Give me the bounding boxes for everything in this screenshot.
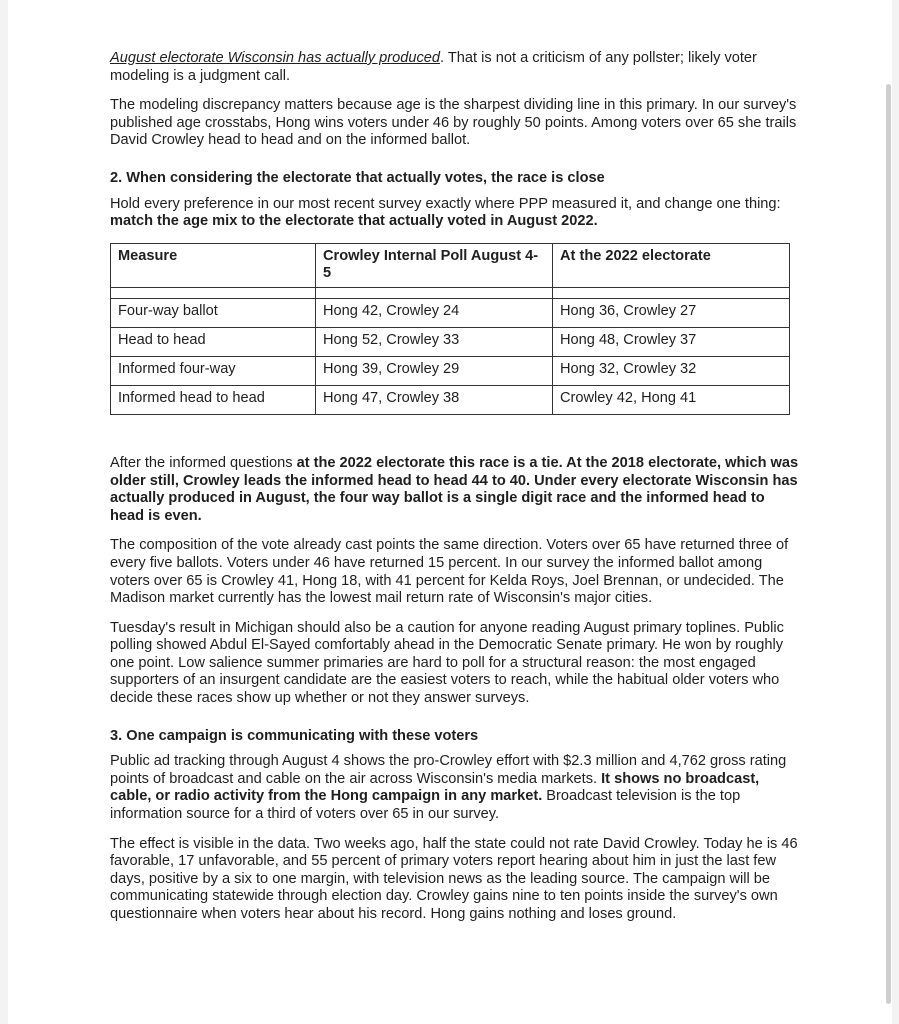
after-table-text: After the informed questions xyxy=(110,454,297,471)
section-2-text: Hold every preference in our most recent survey exactly where PPP measured it, and change one thing: xyxy=(110,195,781,212)
effect-paragraph: The effect is visible in the data. Two weeks ago, half the state could not rate David Crowley. Today he is 46 favorable, 17 unfavorable, and 55 percent of primary voters report hearing about him in just the last few days, positive by a six to one margin, with television news as the leading source. The campaign will be communicating statewide through election day. Crowley gains nine to ten points inside the survey's own questionnaire when voters hear about his record. Hong gains nothing and loses ground. xyxy=(110,835,798,922)
section-2-paragraph xyxy=(110,196,800,231)
section-3-bold-text: It shows no broadcast, cable, or radio activity from the Hong campaign in any market. xyxy=(110,770,760,805)
table-cell: Hong 32, Crowley 32 xyxy=(553,356,790,385)
table-header-measure: Measure xyxy=(111,243,316,287)
table-cell: Hong 52, Crowley 33 xyxy=(316,327,553,356)
results-table xyxy=(110,243,790,415)
table-cell: Hong 48, Crowley 37 xyxy=(553,327,790,356)
section-3-heading: 3. One campaign is communicating with these voters xyxy=(110,727,479,744)
michigan-paragraph: Tuesday's result in Michigan should also be a caution for anyone reading August primary toplines. Public polling showed Abdul El-Sayed comfortably ahead in the Democratic Senate primary. He won by roughly one point. Low salience summer primaries are hard to poll for a structural reason: the most engaged supporters of an insurgent candidate are the easiest voters to reach, while the habitual older voters who decide these races show up whether or not they answer surveys. xyxy=(110,619,784,707)
section-3-text-end: Broadcast television is the top information source for a third of voters over 65 in our survey. xyxy=(110,788,741,823)
table-cell: Head to head xyxy=(111,327,316,356)
table-cell: Crowley 42, Hong 41 xyxy=(553,385,790,414)
intro-paragraph xyxy=(110,50,800,85)
intro-text: . That is not a criticism of any pollster; likely voter modeling is a judgment call. xyxy=(110,50,757,84)
table-cell: Hong 47, Crowley 38 xyxy=(316,385,553,414)
document-content xyxy=(110,50,800,936)
table-row xyxy=(111,327,790,356)
table-header-row xyxy=(111,243,790,287)
table-cell: Hong 42, Crowley 24 xyxy=(316,298,553,327)
vertical-scrollbar[interactable] xyxy=(886,84,891,1004)
table-row xyxy=(111,385,790,414)
table-row xyxy=(111,356,790,385)
document-page xyxy=(8,0,892,1024)
table-spacer-row xyxy=(111,287,790,298)
table-cell: Four-way ballot xyxy=(111,298,316,327)
table-row xyxy=(111,298,790,327)
table-cell: Informed four-way xyxy=(111,356,316,385)
section-2-heading: 2. When considering the electorate that actually votes, the race is close xyxy=(110,169,605,186)
section-3-text: Public ad tracking through August 4 shows the pro-Crowley effort with $2.3 million and 4,762 gross rating points of broadcast and cable on the air across Wisconsin's media markets. xyxy=(110,753,787,787)
section-2-bold-text: match the age mix to the electorate that actually voted in August 2022. xyxy=(110,213,598,230)
table-cell: Hong 39, Crowley 29 xyxy=(316,356,553,385)
table-cell: Informed head to head xyxy=(111,385,316,414)
after-table-bold-text: at the 2022 electorate this race is a tie. At the 2018 electorate, which was older still, Crowley leads the informed head to head 44 to 40. Under every electorate Wisconsin has actually produced in August, the four way ballot is a single digit race and the informed head to head is even. xyxy=(110,454,799,524)
modeling-paragraph: The modeling discrepancy matters because age is the sharpest dividing line in this primary. In our survey's published age crosstabs, Hong wins voters under 46 by roughly 50 points. Among voters over 65 she trails David Crowley head to head and on the informed ballot. xyxy=(110,97,797,149)
table-cell: Hong 36, Crowley 27 xyxy=(553,298,790,327)
table-header-internal-poll: Crowley Internal Poll August 4-5 xyxy=(316,243,553,287)
composition-paragraph: The composition of the vote already cast points the same direction. Voters over 65 have returned three of every five ballots. Voters under 46 have returned 15 percent. In our survey the informed ballot among voters over 65 is Crowley 41, Hong 18, with 41 percent for Kelda Roys, Joel Brennan, or undecided. The Madison market currently has the lowest mail return rate of Wisconsin's major cities. xyxy=(110,537,789,607)
intro-link[interactable]: August electorate Wisconsin has actually produced xyxy=(110,50,441,66)
table-header-2022-electorate: At the 2022 electorate xyxy=(553,243,790,287)
section-3-paragraph xyxy=(110,753,800,823)
after-table-paragraph xyxy=(110,455,800,525)
